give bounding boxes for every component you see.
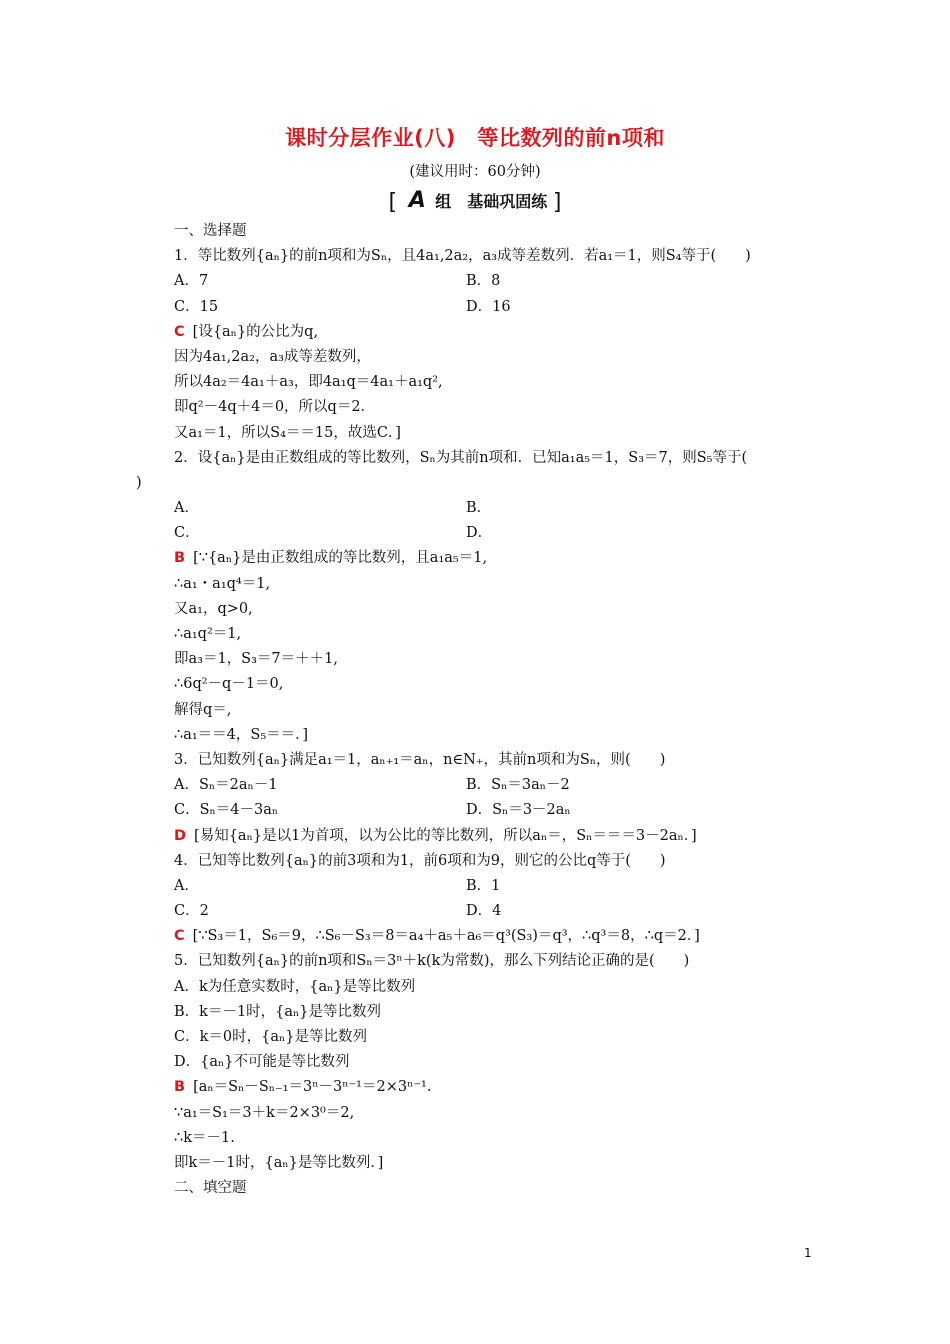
- text-line: A．k为任意实数时，{aₙ}是等比数列: [174, 978, 416, 995]
- option-left: A．7: [174, 273, 209, 290]
- answer-line: [174, 824, 824, 849]
- answer-text: [aₙ＝Sₙ－Sₙ₋₁＝3ⁿ－3ⁿ⁻¹＝2×3ⁿ⁻¹.: [193, 1079, 432, 1096]
- text-line: ∴6q²－q－1＝0,: [174, 676, 284, 693]
- text-line: 二、填空题: [174, 1180, 247, 1197]
- text-line: 所以4a₂＝4a₁＋a₃，即4a₁q＝4a₁＋a₁q²,: [174, 374, 443, 391]
- suggested-time: (建议用时：60分钟): [409, 164, 541, 180]
- answer-text: [易知{aₙ}是以1为首项，以为公比的等比数列，所以aₙ＝，Sₙ＝＝＝3－2aₙ．]: [194, 827, 697, 844]
- option-left: C．: [174, 525, 200, 542]
- text-line: 1．等比数列{aₙ}的前n项和为Sₙ，且4a₁,2a₂，a₃成等差数列．若a₁＝1，则S₄等于( ): [174, 248, 751, 265]
- page-number: 1: [804, 1246, 812, 1260]
- text-line: 5．已知数列{aₙ}的前n项和Sₙ＝3ⁿ＋k(k为常数)，那么下列结论正确的是( ): [174, 953, 690, 970]
- answer-text: [∵{aₙ}是由正数组成的等比数列，且a₁a₅＝1,: [193, 550, 488, 567]
- option-right: D．4: [466, 903, 502, 920]
- group-heading: [0, 188, 950, 213]
- option-right: B．8: [466, 273, 501, 290]
- group-label: 组 基础巩固练: [435, 192, 548, 211]
- option-right: B．Sₙ＝3aₙ－2: [466, 777, 570, 794]
- answer-letter: B: [174, 550, 186, 567]
- text-line: 又a₁，q>0,: [174, 600, 253, 617]
- answer-text: [∵S₃＝1，S₆＝9，∴S₆－S₃＝8＝a₄＋a₅＋a₆＝q³(S₃)＝q³，∴q³＝8，∴q＝2．]: [192, 928, 700, 945]
- text-line: ∴a₁・a₁q⁴＝1,: [174, 575, 271, 592]
- option-row: [174, 295, 824, 320]
- answer-letter: C: [174, 323, 185, 340]
- text-line: 又a₁＝1，所以S₄＝＝15，故选C．]: [174, 424, 401, 441]
- page-title: 课时分层作业(八) 等比数列的前n项和: [285, 126, 665, 150]
- text-line: ∴a₁q²＝1,: [174, 626, 242, 642]
- text-line: 即q²－4q＋4＝0，所以q＝2．: [174, 399, 376, 416]
- text-line: ∴a₁＝＝4，S₅＝＝．]: [174, 726, 309, 743]
- answer-letter: B: [174, 1079, 186, 1096]
- option-row: [174, 899, 824, 924]
- bracket-open: [: [388, 190, 398, 215]
- option-row: [174, 521, 824, 546]
- text-line: 2．设{aₙ}是由正数组成的等比数列，Sₙ为其前n项和．已知a₁a₅＝1，S₃＝7，则S₅等于(: [174, 449, 748, 466]
- text-line: D．{aₙ}不可能是等比数列: [174, 1054, 350, 1071]
- text-line: 即a₃＝1，S₃＝7＝＋＋1,: [174, 651, 338, 668]
- answer-letter: D: [174, 827, 187, 844]
- option-row: [174, 269, 824, 294]
- option-right: B．1: [466, 877, 501, 894]
- exercise-body: [136, 219, 824, 1201]
- text-line: ): [136, 474, 142, 491]
- answer-line: [174, 546, 824, 571]
- text-line: 解得q＝,: [174, 701, 232, 718]
- text-line: 3．已知数列{aₙ}满足a₁＝1，aₙ₊₁＝aₙ，n∈N₊，其前n项和为Sₙ，则( ): [174, 751, 666, 768]
- option-right: D．16: [466, 298, 511, 315]
- text-line: 4．已知等比数列{aₙ}的前3项和为1，前6项和为9，则它的公比q等于( ): [174, 852, 666, 869]
- text-line: 即k＝－1时，{aₙ}是等比数列．]: [174, 1154, 384, 1171]
- bracket-close: ]: [552, 190, 562, 215]
- option-row: [174, 773, 824, 798]
- text-line: 一、选择题: [174, 223, 247, 239]
- option-right: D．Sₙ＝3－2aₙ: [466, 802, 571, 819]
- text-line: 因为4a₁,2a₂，a₃成等差数列，: [174, 348, 371, 365]
- option-right: D．: [466, 525, 493, 542]
- answer-line: [174, 1075, 824, 1100]
- option-right: B．: [466, 500, 492, 517]
- group-letter: A: [408, 188, 426, 213]
- answer-letter: C: [174, 928, 185, 945]
- answer-text: [设{aₙ}的公比为q,: [192, 323, 319, 340]
- option-left: C．2: [174, 903, 209, 920]
- answer-line: [174, 924, 824, 949]
- option-left: C．Sₙ＝4－3aₙ: [174, 802, 279, 819]
- option-left: A．: [174, 877, 199, 894]
- option-left: A．: [174, 500, 199, 517]
- option-row: [174, 874, 824, 899]
- option-row: [174, 798, 824, 823]
- text-line: ∵a₁＝S₁＝3＋k＝2×3⁰＝2,: [174, 1104, 355, 1121]
- text-line: ∴k＝－1.: [174, 1129, 235, 1146]
- option-left: C．15: [174, 298, 219, 315]
- text-line: C．k＝0时，{aₙ}是等比数列: [174, 1029, 367, 1045]
- option-left: A．Sₙ＝2aₙ－1: [174, 777, 278, 794]
- answer-line: [174, 320, 824, 345]
- text-line: B．k＝－1时，{aₙ}是等比数列: [174, 1003, 382, 1020]
- option-row: [174, 496, 824, 521]
